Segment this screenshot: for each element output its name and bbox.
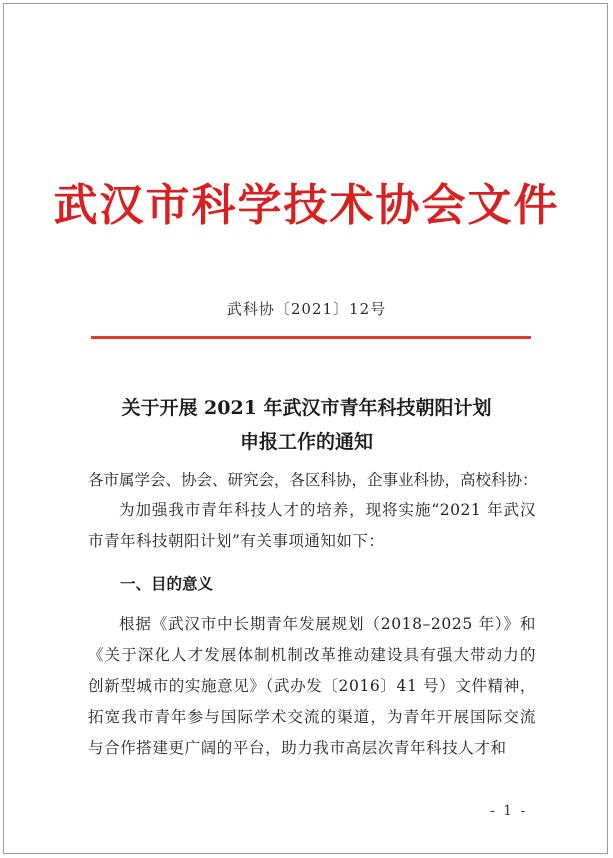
document-number: 武科协〔2021〕12号: [226, 300, 387, 318]
page-number: - 1 -: [490, 803, 528, 819]
notice-title-line-2: 申报工作的通知: [239, 431, 373, 453]
red-divider-line: [91, 336, 531, 339]
document-page: [3, 3, 608, 854]
notice-title-line-1: 关于开展 2021 年武汉市青年科技朝阳计划: [121, 397, 492, 419]
document-header: 武汉市科学技术协会文件: [53, 180, 560, 231]
section-paragraph-purpose: 根据《武汉市中长期青年发展规划（2018–2025 年）》和《关于深化人才发展体制机制改革推动建设具有强大带动力的创新型城市的实施意见》（武办发〔2016〕41 号）文件精神，拓宽我市青年参与国际学术交流的渠道，为青年开展国际交流与合作搭建更广阔的平台，助力我市高层次青年科技人才和: [88, 615, 536, 757]
section-heading-purpose: 一、目的意义: [120, 575, 214, 593]
recipients-line: 各市属学会、协会、研究会，各区科协，企事业科协，高校科协：: [88, 471, 538, 489]
intro-paragraph: 为加强我市青年科技人才的培养，现将实施“2021 年武汉市青年科技朝阳计划”有关事项通知如下：: [88, 501, 536, 550]
